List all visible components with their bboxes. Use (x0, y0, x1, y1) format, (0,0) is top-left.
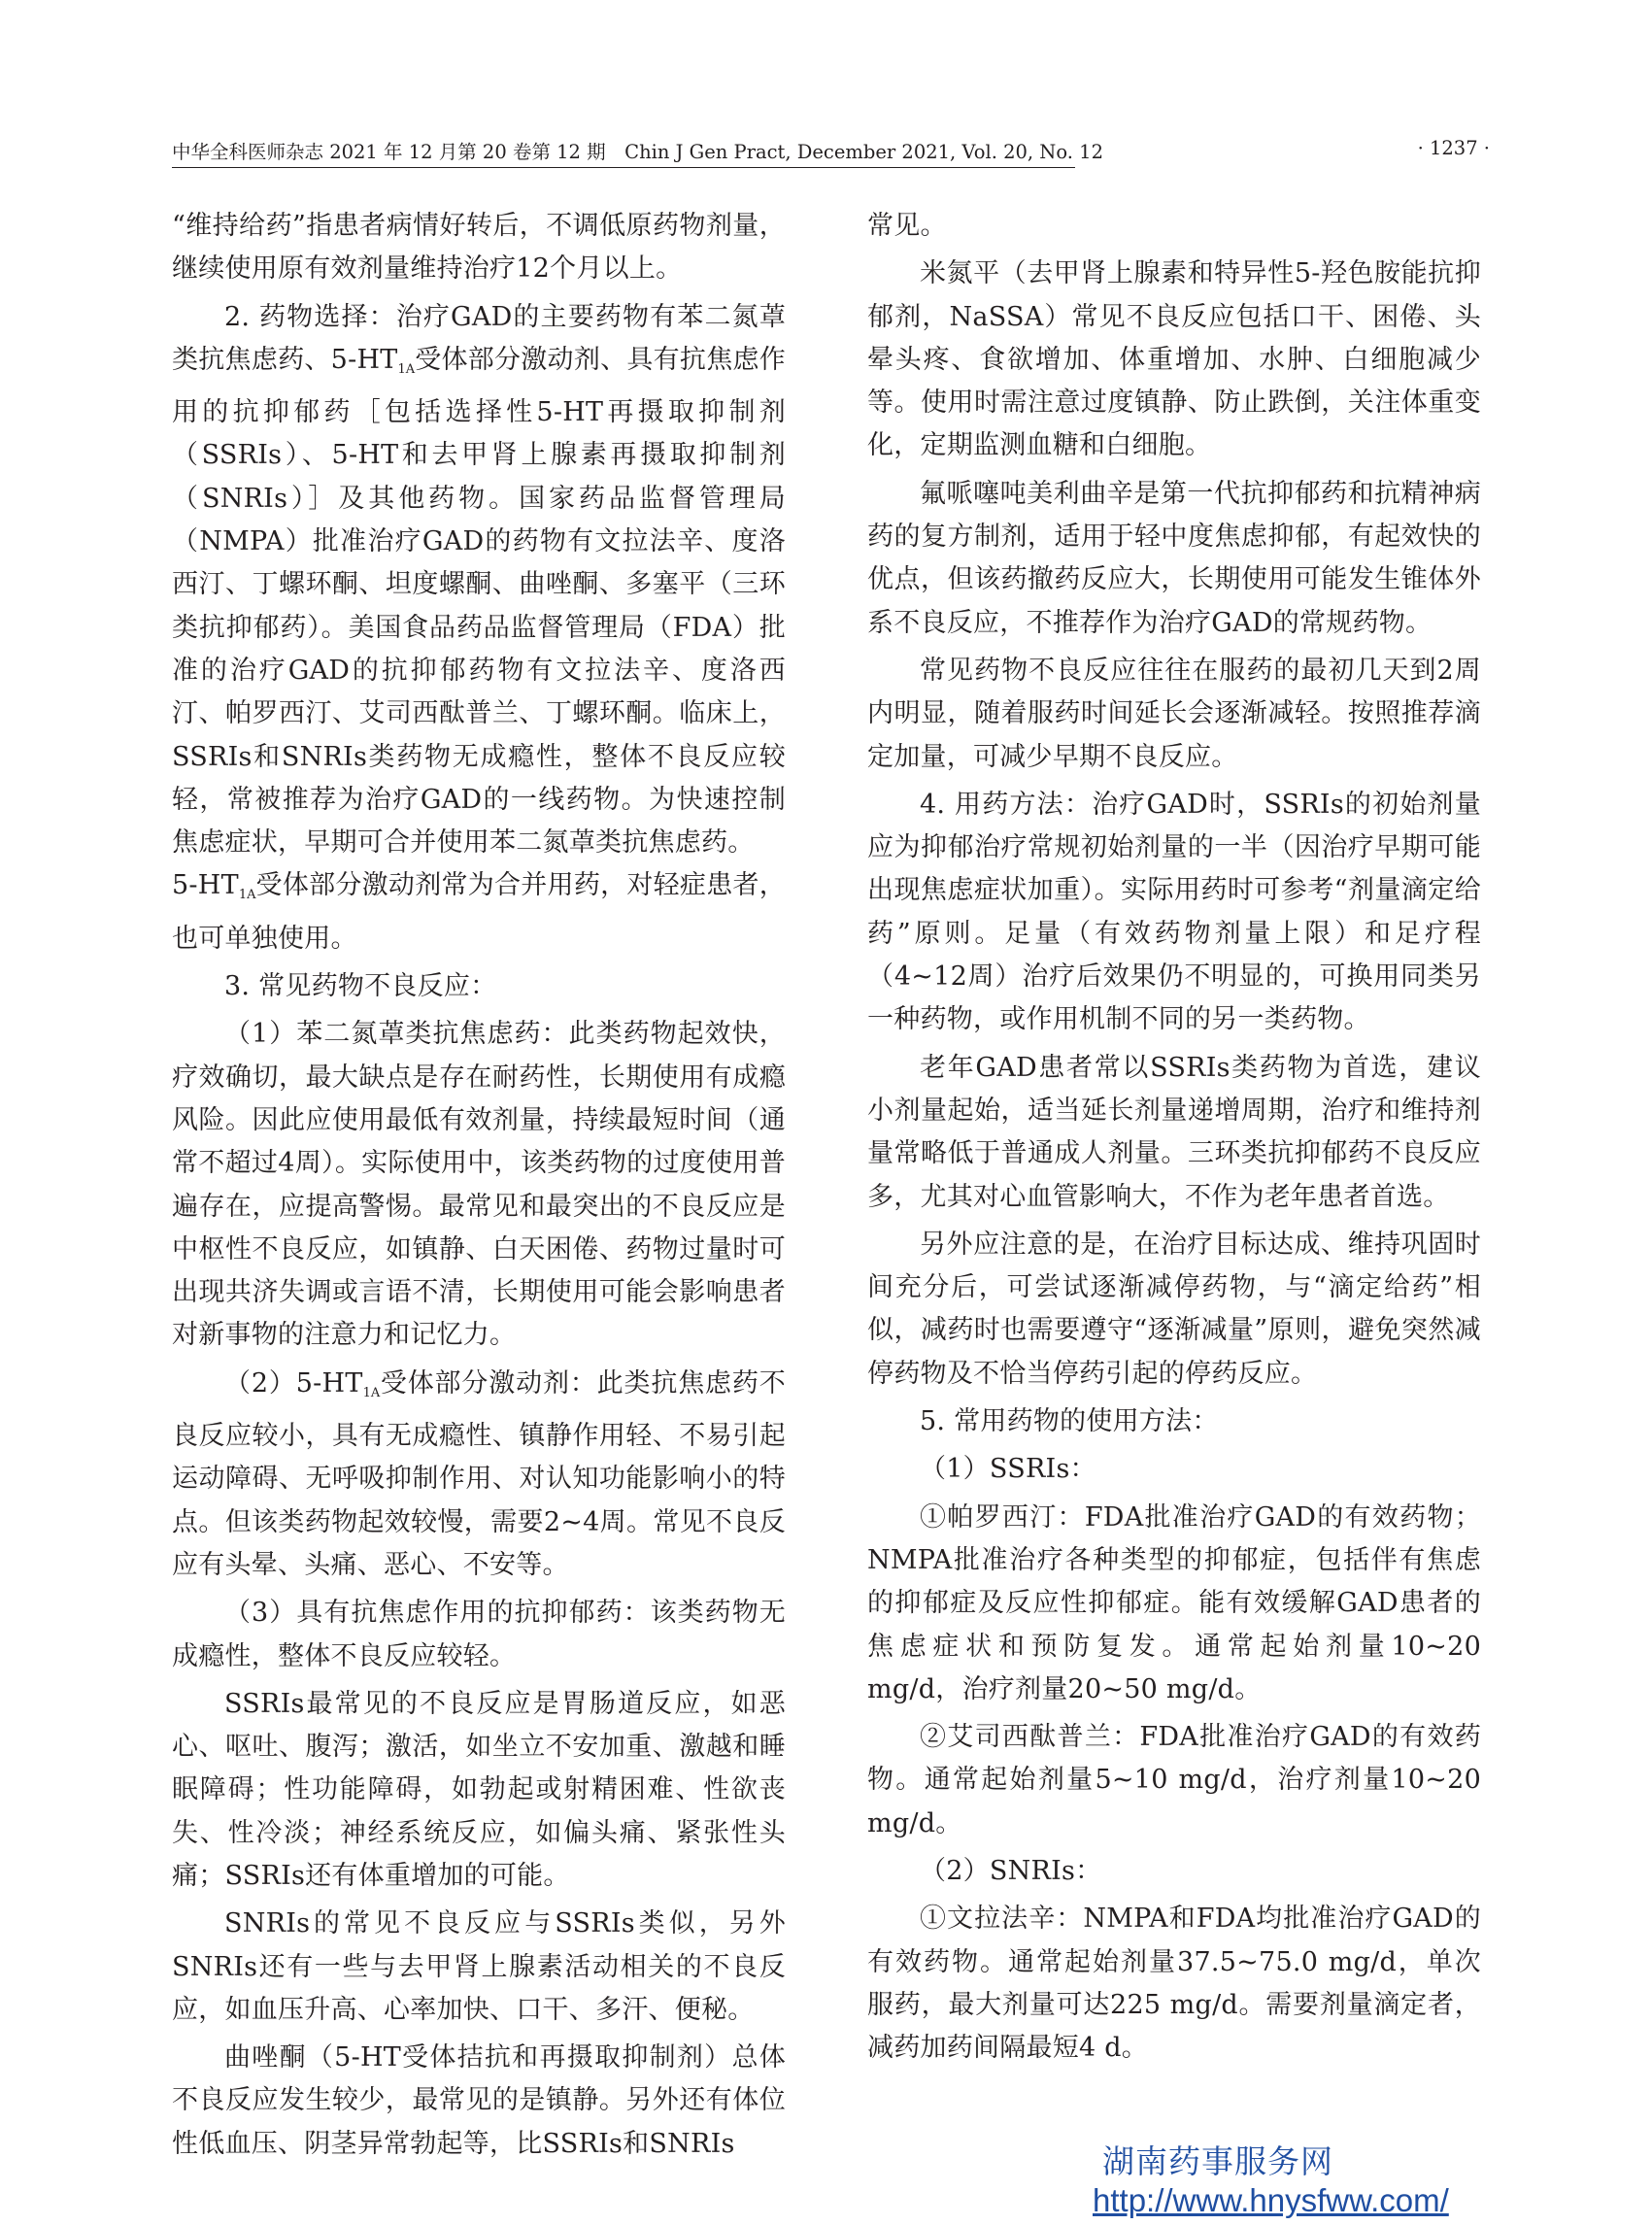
paragraph: 常见。 (867, 211, 947, 241)
paragraph: （1）苯二氮䓬类抗焦虑药：此类药物起效快，疗效确切，最大缺点是存在耐药性，长期使用有成瘾风险。因此应使用最低有效剂量，持续最短时间（通常不超过4周）。实际使用中，该类药物的过度使用普遍存在，应提高警惕。最常见和最突出的不良反应是中枢性不良反应，如镇静、白天困倦、药物过量时可出现共济失调或言语不清，长期使用可能会影响患者对新事物的注意力和记忆力。 (172, 1019, 786, 1351)
paragraph (172, 1363, 786, 1587)
running-header (172, 133, 1490, 168)
subscript: 1A (397, 361, 416, 377)
text-run: 受体部分激动剂、具有抗焦虑作用的抗抑郁药［包括选择性5-HT再摄取抑制剂（SSRIs）、5-HT和去甲肾上腺素再摄取抑制剂（SNRIs）］及其他药物。国家药品监督管理局（NMPA）批准治疗GAD的药物有文拉法辛、度洛西汀、丁螺环酮、坦度螺酮、曲唑酮、多塞平（三环类抗抑郁药）。美国食品药品监督管理局（FDA）批准的治疗GAD的抗抑郁药物有文拉法辛、度洛西汀、帕罗西汀、艾司西酞普兰、丁螺环酮。临床上，SSRIs和SNRIs类药物无成瘾性，整体不良反应较轻，常被推荐为治疗GAD的一线药物。为快速控制焦虑症状，早期可合并使用苯二氮䓬类抗焦虑药。 (172, 344, 786, 859)
paragraph: 曲唑酮（5-HT受体拮抗和再摄取抑制剂）总体不良反应发生较少，最常见的是镇静。另外还有体位性低血压、阴茎异常勃起等，比SSRIs和SNRIs (172, 2042, 786, 2159)
paragraph: SSRIs最常见的不良反应是胃肠道反应，如恶心、呕吐、腹泻；激活，如坐立不安加重、激越和睡眠障碍；性功能障碍，如勃起或射精困难、性欲丧失、性冷淡；神经系统反应，如偏头痛、紧张性头痛；SSRIs还有体重增加的可能。 (172, 1688, 786, 1891)
section-heading: 3. 常见药物不良反应： (224, 971, 497, 1002)
subscript: 1A (238, 888, 256, 903)
paragraph: （3）具有抗焦虑作用的抗抑郁药：该类药物无成瘾性，整体不良反应较轻。 (172, 1598, 786, 1671)
paragraph: 氟哌噻吨美利曲辛是第一代抗抑郁药和抗精神病药的复方制剂，适用于轻中度焦虑抑郁，有起效快的优点，但该药撤药反应大，长期使用可能发生锥体外系不良反应，不推荐作为治疗GAD的常规药物。 (867, 478, 1481, 638)
subscript: 1A (362, 1385, 381, 1400)
header-rule (172, 167, 1075, 168)
paragraph: 另外应注意的是，在治疗目标达成、维持巩固时间充分后，可尝试逐渐减停药物，与“滴定给药”相似，减药时也需要遵守“逐渐减量”原则，避免突然减停药物及不恰当停药引起的停药反应。 (867, 1229, 1481, 1389)
site-watermark (1093, 2142, 1469, 2220)
watermark-site-name: 湖南药事服务网 (1102, 2143, 1333, 2179)
watermark-url-link[interactable]: http://www.hnysfww.com/ (1093, 2182, 1449, 2218)
paragraph: SNRIs的常见不良反应与SSRIs类似，另外SNRIs还有一些与去甲肾上腺素活动相关的不良反应，如血压升高、心率加快、口干、多汗、便秘。 (172, 1908, 786, 2025)
paragraph: 米氮平（去甲肾上腺素和特异性5-羟色胺能抗抑郁剂，NaSSA）常见不良反应包括口干、困倦、头晕头疼、食欲增加、体重增加、水肿、白细胞减少等。使用时需注意过度镇静、防止跌倒，关注体重变化，定期监测血糖和白细胞。 (867, 258, 1481, 461)
paragraph: “维持给药”指患者病情好转后，不调低原药物剂量，继续使用原有效剂量维持治疗12个月以上。 (172, 211, 786, 285)
paragraph: ①文拉法辛：NMPA和FDA均批准治疗GAD的有效药物。通常起始剂量37.5~75.0 mg/d，单次服药，最大剂量可达225 mg/d。需要剂量滴定者，减药加药间隔最短4 d。 (867, 1904, 1481, 2064)
paragraph: 4. 用药方法：治疗GAD时，SSRIs的初始剂量应为抑郁治疗常规初始剂量的一半（因治疗早期可能出现焦虑症状加重）。实际用药时可参考“剂量滴定给药”原则。足量（有效药物剂量上限）和足疗程（4~12周）治疗后效果仍不明显的，可换用同类另一种药物，或作用机制不同的另一类药物。 (867, 789, 1481, 1035)
journal-citation: 中华全科医师杂志 2021 年 12 月第 20 卷第 12 期 Chin J Gen Pract, December 2021, Vol. 20, No. 12 (172, 141, 1103, 163)
paragraph: 常见药物不良反应往往在服药的最初几天到2周内明显，随着服药时间延长会逐渐减轻。按照推荐滴定加量，可减少早期不良反应。 (867, 655, 1481, 772)
right-column (867, 205, 1481, 2070)
subsection-heading: （1）SSRIs： (920, 1454, 1096, 1485)
paragraph-drug-selection (172, 296, 786, 961)
text-run: 受体部分激动剂常为合并用药，对轻症患者，也可单独使用。 (172, 870, 786, 954)
left-column (172, 205, 786, 2166)
page-number: · 1237 · (1417, 137, 1490, 159)
section-heading: 5. 常用药物的使用方法： (920, 1406, 1219, 1437)
text-run: 受体部分激动剂：此类抗焦虑药不良反应较小，具有无成瘾性、镇静作用轻、不易引起运动障碍、无呼吸抑制作用、对认知功能影响小的特点。但该类药物起效较慢，需要2~4周。常见不良反应有头晕、头痛、恶心、不安等。 (172, 1367, 786, 1580)
text-run: （2）5-HT (224, 1367, 363, 1399)
text-run: 5-HT (172, 870, 239, 901)
paragraph: ①帕罗西汀：FDA批准治疗GAD的有效药物；NMPA批准治疗各种类型的抑郁症，包括伴有焦虑的抑郁症及反应性抑郁症。能有效缓解GAD患者的焦虑症状和预防复发。通常起始剂量10~20 mg/d，治疗剂量20~50 mg/d。 (867, 1501, 1481, 1704)
paragraph: ②艾司西酞普兰：FDA批准治疗GAD的有效药物。通常起始剂量5~10 mg/d，治疗剂量10~20 mg/d。 (867, 1722, 1481, 1838)
paragraph: 老年GAD患者常以SSRIs类药物为首选，建议小剂量起始，适当延长剂量递增周期，治疗和维持剂量常略低于普通成人剂量。三环类抗抑郁药不良反应多，尤其对心血管影响大，不作为老年患者首选。 (867, 1052, 1481, 1212)
text-run: 2. 药物选择：治疗GAD的主要药物有苯二氮䓬类抗焦虑药、5-HT (172, 301, 786, 375)
subsection-heading: （2）SNRIs： (920, 1855, 1102, 1886)
